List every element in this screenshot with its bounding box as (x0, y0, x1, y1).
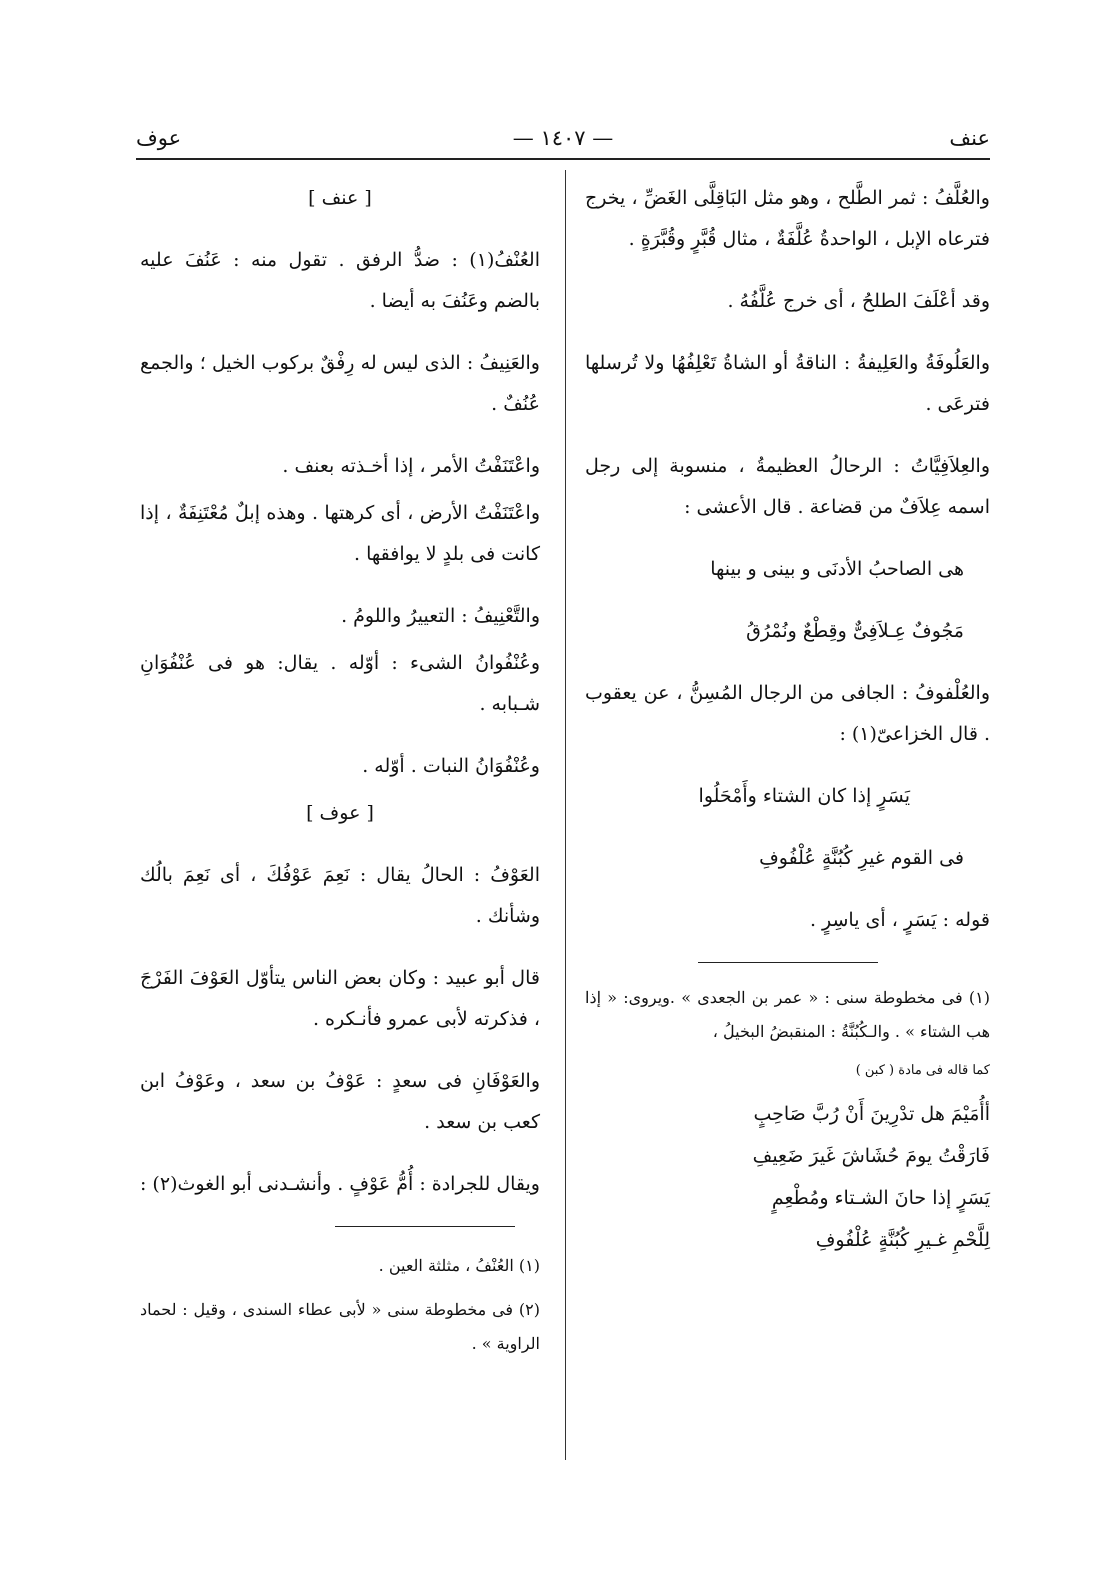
header-root-right: عنف (949, 126, 990, 150)
verse-line: مَجُوفٌ عِـلاَفِىٌّ وقِطْعٌ ونُمْرُقُ (746, 620, 964, 642)
verse-line: فى القوم غيرِ كُبُنَّةٍ عُلْفُوفِ (759, 847, 964, 869)
footnote-verse: يَسَرٍ إذا حانَ الشـتاء ومُطْعِمٍ (771, 1187, 990, 1209)
footnote: كما قاله فى مادة ( كبن ) (855, 1063, 990, 1078)
footnote-rule (335, 1226, 515, 1227)
page-header (136, 126, 990, 160)
entry-paragraph: وقد أعْلَفَ الطلحُ ، أى خرج عُلَّفُهُ . (727, 290, 990, 312)
entry-paragraph: قال أبو عبيد : وكان بعض الناس يتأوّل العَوْفَ الفَرْجَ ، فذكرته لأبى عمرو فأنـكره . (140, 967, 540, 1030)
entry-paragraph: والعُلَّفُ : ثمر الطَّلح ، وهو مثل البَاقِلَّى الغَضِّ ، يخرج فترعاه الإبل ، الواحدةُ عُلَّفَةٌ ، مثال قُبَّرٍ وقُبَّرَةٍ . (585, 187, 990, 250)
footnote-verse: فَارَقْتُ يومَ حُشَاشَ غَيرَ ضَعِيفِ (752, 1145, 990, 1167)
root-heading: [ عوف ] (306, 802, 374, 824)
entry-paragraph: والعَنِيفُ : الذى ليس له رِفْقٌ بركوب الخيل ؛ والجمع عُنُفٌ . (140, 352, 540, 415)
entry-paragraph: العُنْفُ(١) : ضدُّ الرفق . تقول منه : عَنُفَ عليه بالضم وعَنُفَ به أيضا . (140, 249, 540, 312)
entry-paragraph: والعَلُوفَةُ والعَلِيفةُ : الناقةُ أو الشاةُ تَعْلِفُهُا ولا تُرسلها فترعَى . (585, 352, 990, 415)
verse-line: هى الصاحبُ الأدنَى و بينى و بينها (710, 558, 964, 580)
entry-paragraph: والتَّعْنِيفُ : التعييرُ واللومُ . (341, 605, 540, 627)
entry-paragraph: والعُلْفوفُ : الجافى من الرجال المُسِنُّ ، عن يعقوب . قال الخزاعىّ(١) : (585, 682, 990, 745)
page-number: — ١٤٠٧ — (512, 126, 614, 150)
footnote-verse: لِلَّحْمِ غـيرِ كُبُنَّةٍ عُلْفُوفِ (815, 1229, 990, 1251)
footnotes (140, 1249, 540, 1361)
footnote: (١) فى مخطوطة سنى : « عمر بن الجعدى » .ويروى: « إذا هب الشتاء » . والـكُبُنَّةُ : المنقبضُ البخيلُ ، (585, 988, 990, 1041)
footnote-rule (698, 962, 878, 963)
entry-paragraph: قوله : يَسَرٍ ، أى ياسِرٍ . (809, 909, 990, 931)
right-column (585, 178, 990, 1261)
entry-paragraph: والعِلاَفِيَّاتُ : الرحالُ العظيمةُ ، منسوبة إلى رجل اسمه عِلاَفٌ من قضاعة . قال الأعشى : (585, 455, 990, 518)
header-root-left: عوف (136, 126, 182, 150)
column-divider (565, 170, 566, 1460)
root-heading: [ عنف ] (308, 187, 372, 209)
entry-paragraph: وعُنْفُوَانُ النبات . أوّله . (362, 755, 540, 777)
entry-paragraph: العَوْفُ : الحالُ يقال : نَعِمَ عَوْفُكَ ، أى نَعِمَ بالُك وشأنك . (140, 864, 540, 927)
entry-paragraph: وعُنْفُوانُ الشىء : أوّله . يقال: هو فى عُنْفُوَانِ شـبابه . (140, 652, 540, 715)
footnotes (585, 981, 990, 1261)
entry-paragraph: ويقال للجرادة : أُمُّ عَوْفٍ . وأنشـدنى أبو الغوث(٢) : (139, 1173, 540, 1195)
left-column (140, 178, 540, 1371)
verse-line: يَسَرٍ إذا كان الشتاء وأَمْحَلُوا (698, 785, 910, 807)
entry-paragraph: والعَوْفَانِ فى سعدٍ : عَوْفُ بن سعد ، وعَوْفُ ابن كعب بن سعد . (140, 1070, 540, 1133)
footnote: (٢) فى مخطوطة سنى « لأبى عطاء السندى ، وقيل : لحماد الراوية » . (140, 1300, 540, 1353)
footnote: (١) العُنْفُ ، مثلثة العين . (378, 1256, 540, 1275)
entry-paragraph: واعْتَنَفْتُ الأمر ، إذا أخـذته بعنف . (282, 455, 540, 477)
footnote-verse: أأُمَيْمَ هل تدْرِينَ أَنْ رُبَّ صَاحِبٍ (753, 1103, 990, 1125)
header-rule (136, 158, 990, 160)
entry-paragraph: واعْتَنَفْتُ الأرض ، أى كرهتها . وهذه إبلٌ مُعْتَنِفَةٌ ، إذا كانت فى بلدٍ لا يوافقها . (140, 502, 540, 565)
